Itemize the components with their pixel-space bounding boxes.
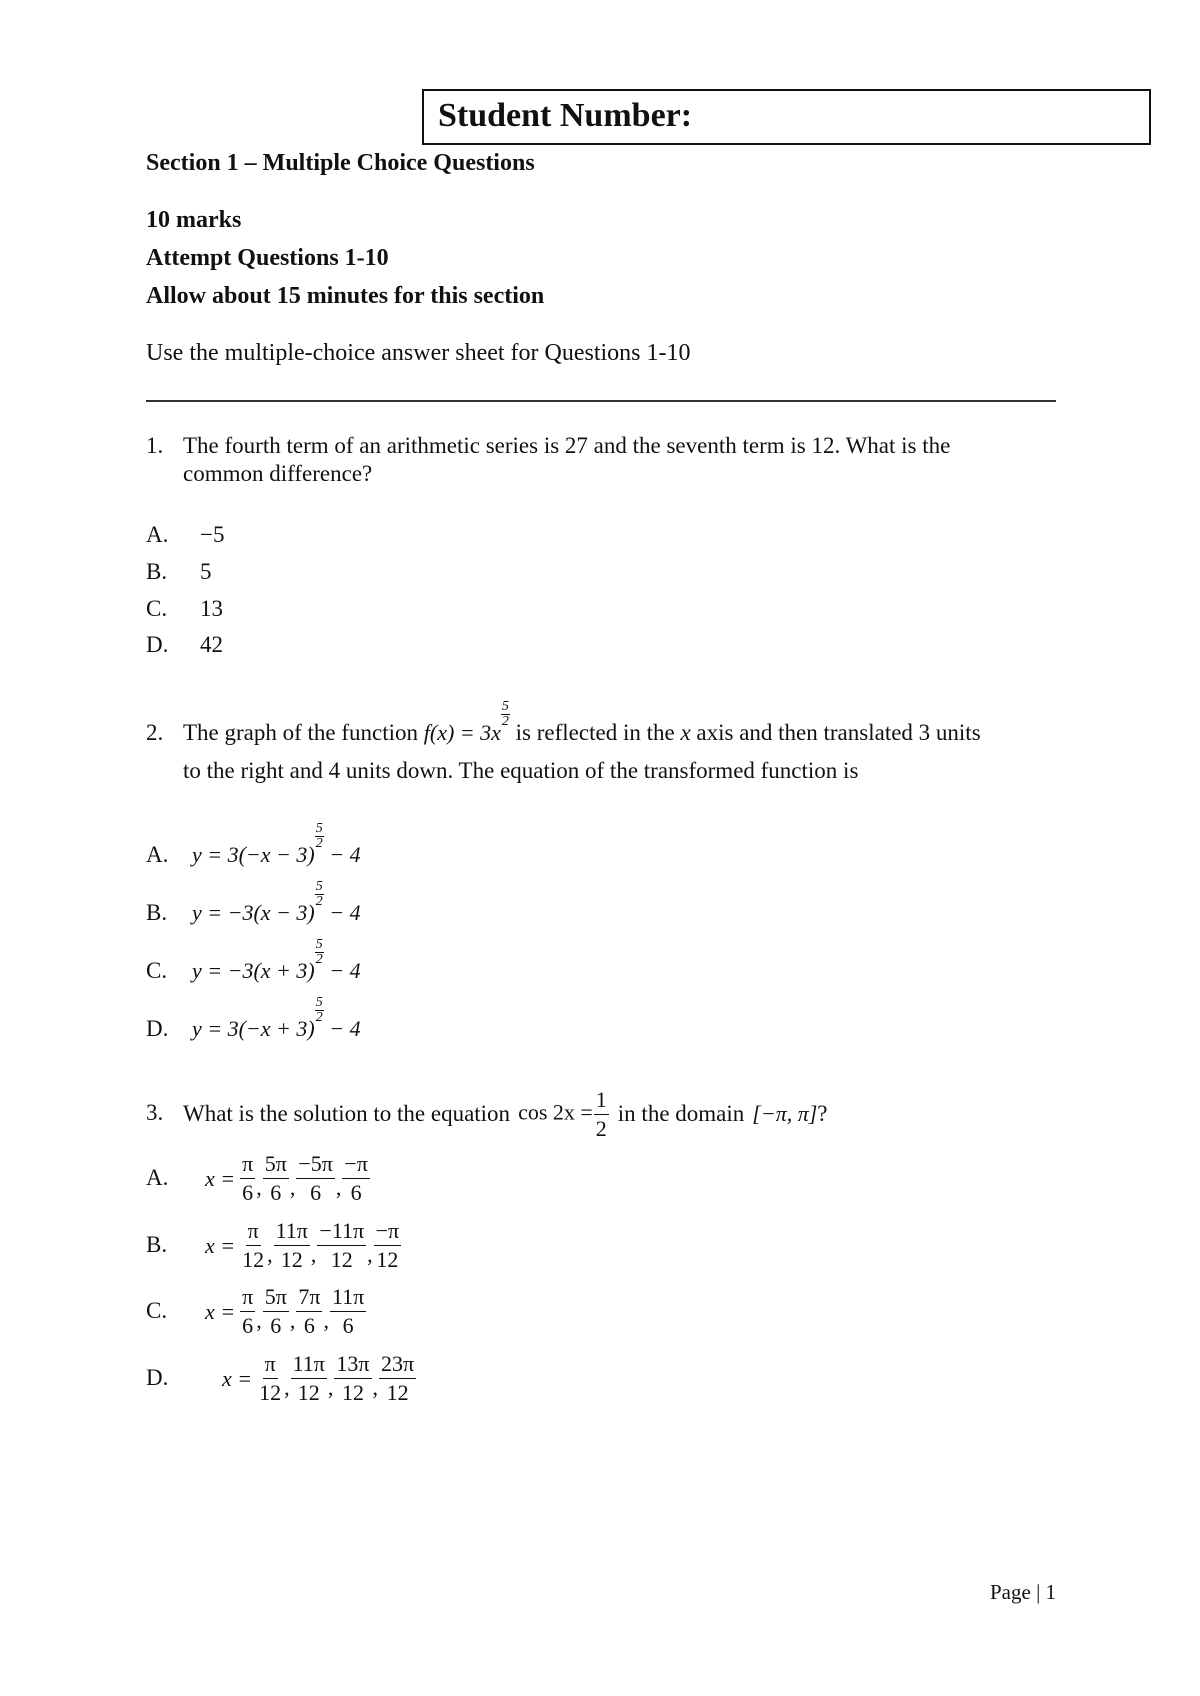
frac-num: −π (342, 1150, 370, 1179)
exponent (315, 996, 324, 1025)
exponent (315, 880, 324, 909)
fraction (296, 1283, 322, 1340)
q1-option-a-letter: A. (146, 522, 169, 547)
frac-den: 2 (595, 1115, 607, 1141)
comma: , (256, 1175, 262, 1200)
exp-num: 5 (315, 879, 323, 894)
expr-lhs: x = (205, 1232, 236, 1258)
exp-den: 2 (501, 714, 509, 729)
fraction (330, 1283, 366, 1340)
fraction (263, 1150, 289, 1207)
frac-num: 5π (263, 1150, 289, 1179)
q2-text-part1: The graph of the function (183, 720, 419, 745)
exponent (315, 938, 324, 967)
comma: , (323, 1308, 329, 1333)
q2-option-c-expr (192, 937, 361, 987)
frac-num: −5π (296, 1150, 335, 1179)
q2-text-line1 (183, 699, 981, 749)
frac-num: π (263, 1350, 278, 1379)
comma: , (310, 1242, 317, 1267)
comma: , (267, 1242, 273, 1267)
expr-post: − 4 (329, 842, 361, 867)
frac-num: −π (374, 1217, 402, 1246)
q1-option-c-letter: C. (146, 596, 168, 621)
exp-num: 5 (315, 995, 323, 1010)
expr-lhs: x = (205, 1165, 236, 1191)
fraction (334, 1350, 371, 1407)
comma: , (289, 1308, 296, 1333)
q3-text-line1 (183, 1080, 828, 1148)
q2-function-text: f(x) = 3x (423, 720, 501, 745)
exp-den: 2 (315, 952, 323, 967)
q3-text-part2: in the domain (617, 1101, 745, 1126)
expr-post: − 4 (329, 1016, 361, 1041)
fraction (274, 1217, 310, 1274)
q1-option-d-value: 42 (200, 632, 223, 657)
frac-den: 6 (270, 1180, 282, 1205)
fraction (257, 1350, 283, 1407)
q3-option-b-expr (205, 1217, 402, 1274)
frac-den: 6 (303, 1313, 315, 1338)
fraction (263, 1283, 289, 1340)
section-allow: Allow about 15 minutes for this section (146, 283, 545, 309)
frac-den: 6 (350, 1180, 362, 1205)
fraction (374, 1217, 402, 1274)
comma: , (372, 1375, 379, 1400)
frac-den: 12 (376, 1247, 399, 1272)
section-attempt: Attempt Questions 1-10 (146, 245, 389, 271)
q3-equation (518, 1086, 610, 1143)
comma: , (289, 1175, 296, 1200)
q2-function (423, 699, 510, 745)
q2-option-d-letter: D. (146, 1016, 169, 1041)
q1-number: 1. (146, 433, 164, 458)
expr-post: − 4 (329, 958, 361, 983)
fraction (291, 1350, 327, 1407)
comma: , (284, 1375, 290, 1400)
exp-num: 5 (501, 699, 509, 714)
frac-den: 12 (341, 1380, 364, 1405)
q1-text-line1: The fourth term of an arithmetic series is 27 and the seventh term is 12. What is the (183, 433, 951, 458)
frac-num: π (246, 1217, 261, 1246)
q1-option-b-letter: B. (146, 559, 168, 584)
fraction (240, 1283, 255, 1340)
comma: , (256, 1308, 262, 1333)
comma: , (335, 1175, 342, 1200)
frac-den: 12 (259, 1380, 282, 1405)
expr-lhs: x = (205, 1298, 236, 1324)
exponent (315, 822, 324, 851)
exp-den: 2 (315, 1010, 323, 1025)
q2-option-b-letter: B. (146, 900, 168, 925)
q1-text-line2: common difference? (183, 461, 373, 486)
frac-den: 6 (270, 1313, 282, 1338)
q3-option-a-expr (205, 1150, 371, 1207)
student-number-box[interactable] (422, 89, 1151, 145)
q3-eq-lhs: cos 2x = (518, 1099, 593, 1125)
q3-option-b-letter: B. (146, 1232, 168, 1257)
comma: , (367, 1242, 373, 1267)
q2-text-part2: is reflected in the (515, 720, 675, 745)
q1-option-a-value: −5 (200, 522, 225, 547)
q1-option-c-value: 13 (200, 596, 223, 621)
fraction (379, 1350, 416, 1407)
exp-num: 5 (315, 821, 323, 836)
frac-num: 13π (334, 1350, 371, 1379)
q2-option-c-letter: C. (146, 958, 168, 983)
q3-option-c-expr (205, 1283, 367, 1340)
frac-den: 6 (310, 1180, 322, 1205)
frac-den: 12 (242, 1247, 265, 1272)
frac-den: 6 (242, 1180, 254, 1205)
q3-number: 3. (146, 1100, 164, 1125)
frac-num: 11π (274, 1217, 310, 1246)
frac-den: 12 (280, 1247, 303, 1272)
frac-num: π (240, 1150, 255, 1179)
fraction (317, 1217, 366, 1274)
divider-rule (146, 400, 1056, 402)
q3-option-c-letter: C. (146, 1298, 168, 1323)
exp-den: 2 (315, 894, 323, 909)
expr-pre: y = 3(−x + 3) (192, 1016, 315, 1041)
q2-number: 2. (146, 720, 164, 745)
frac-num: 23π (379, 1350, 416, 1379)
frac-num: 7π (296, 1283, 322, 1312)
q2-option-a-letter: A. (146, 842, 169, 867)
student-number-label: Student Number: (438, 97, 693, 134)
fraction (240, 1217, 266, 1274)
q2-option-d-expr (192, 995, 361, 1045)
expr-post: − 4 (329, 900, 361, 925)
frac-den: 6 (342, 1313, 354, 1338)
frac-den: 12 (297, 1380, 320, 1405)
q3-text-part1: What is the solution to the equation (183, 1101, 511, 1126)
q3-option-d-expr (222, 1350, 417, 1407)
q2-text-line2: to the right and 4 units down. The equation of the transformed function is (183, 758, 859, 783)
frac-num: 11π (330, 1283, 366, 1312)
frac-num: 1 (594, 1086, 609, 1115)
expr-pre: y = −3(x + 3) (192, 958, 315, 983)
fraction (296, 1150, 335, 1207)
q2-text-part3: axis and then translated 3 units (696, 720, 981, 745)
section-title: Section 1 – Multiple Choice Questions (146, 150, 535, 176)
frac-den: 6 (242, 1313, 254, 1338)
q1-option-b-value: 5 (200, 559, 212, 584)
exp-num: 5 (315, 937, 323, 952)
q3-option-a-letter: A. (146, 1165, 169, 1190)
frac-num: −11π (317, 1217, 366, 1246)
frac-num: π (240, 1283, 255, 1312)
expr-pre: y = 3(−x − 3) (192, 842, 315, 867)
q2-function-exponent (501, 700, 510, 729)
page-number: Page | 1 (990, 1580, 1057, 1604)
exp-den: 2 (315, 836, 323, 851)
q2-option-b-expr (192, 879, 361, 929)
section-marks: 10 marks (146, 207, 242, 233)
q3-text-end: ? (817, 1101, 828, 1126)
frac-den: 12 (386, 1380, 409, 1405)
frac-num: 11π (291, 1350, 327, 1379)
q1-option-d-letter: D. (146, 632, 169, 657)
frac-den: 12 (330, 1247, 353, 1272)
expr-lhs: x = (222, 1365, 253, 1391)
q2-option-a-expr (192, 821, 361, 871)
comma: , (327, 1375, 334, 1400)
fraction (240, 1150, 255, 1207)
frac-num: 5π (263, 1283, 289, 1312)
q3-domain: [−π, π] (752, 1101, 818, 1126)
q3-option-d-letter: D. (146, 1365, 169, 1390)
q2-axis-var: x (680, 720, 691, 745)
expr-pre: y = −3(x − 3) (192, 900, 315, 925)
section-instruction: Use the multiple-choice answer sheet for Questions 1-10 (146, 340, 691, 366)
q3-eq-fraction (594, 1086, 609, 1143)
fraction (342, 1150, 370, 1207)
